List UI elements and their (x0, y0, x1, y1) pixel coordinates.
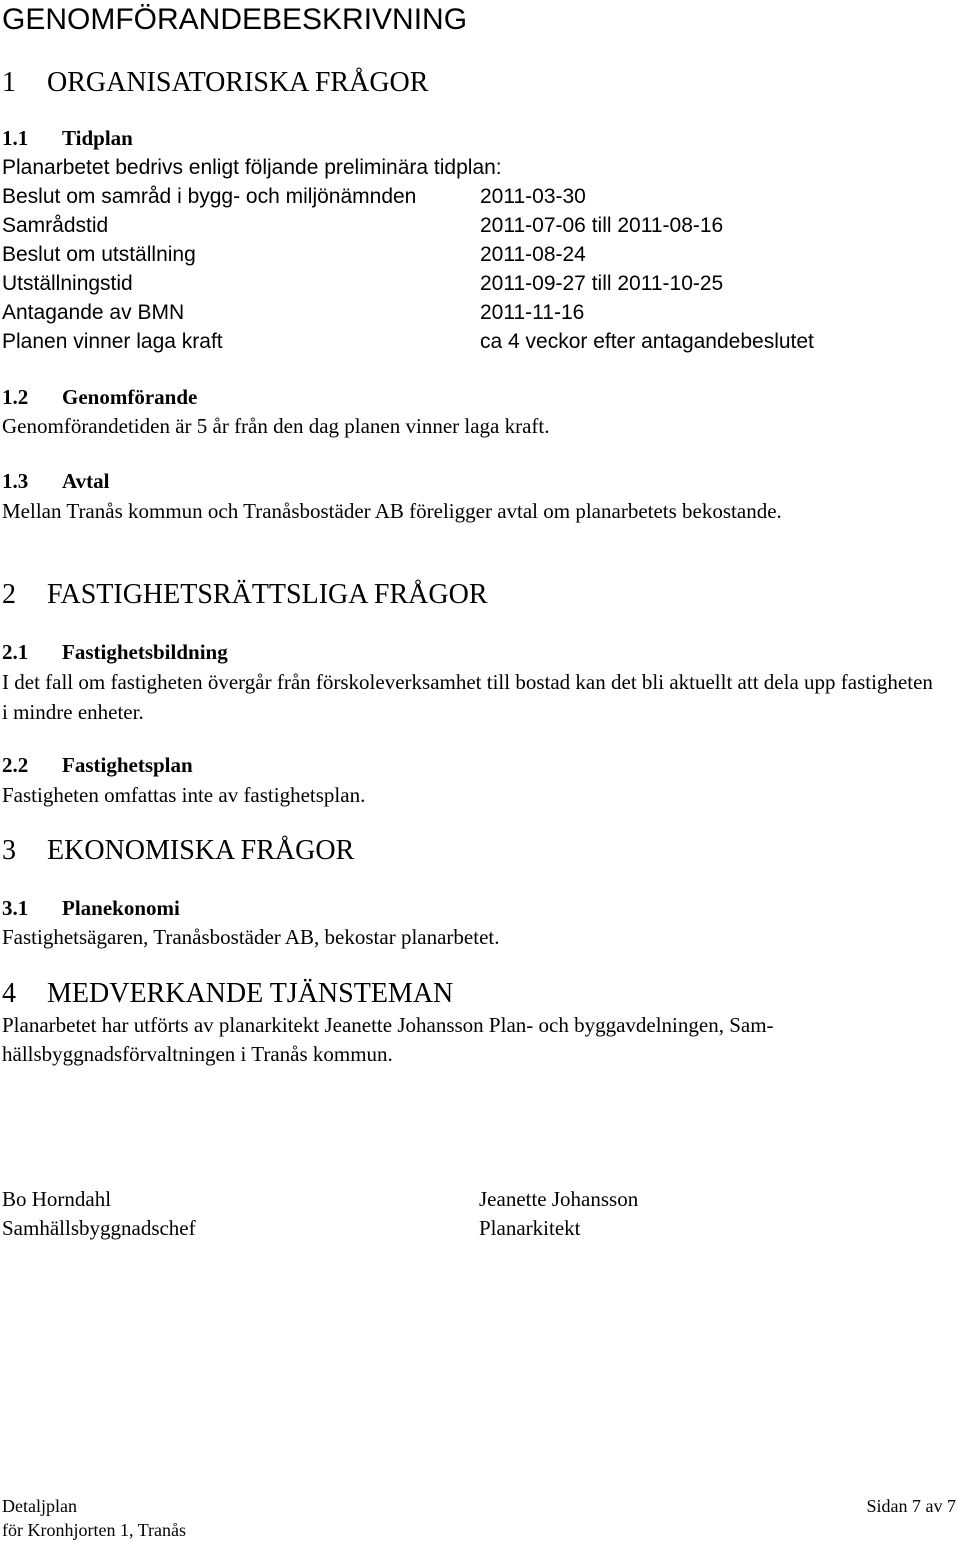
footer-page-number: Sidan 7 av 7 (866, 1496, 956, 1516)
subsection-number: 3.1 (2, 896, 29, 920)
section-4-text-line-1: Planarbetet har utförts av planarkitekt Jeanette Johansson Plan- och byggavdelningen, Sam- (2, 1013, 774, 1037)
signature-right-name: Jeanette Johansson (479, 1187, 639, 1211)
section-title: MEDVERKANDE TJÄNSTEMAN (47, 978, 454, 1009)
footer-doc-subject: för Kronhjorten 1, Tranås (2, 1520, 186, 1540)
section-title: EKONOMISKA FRÅGOR (47, 835, 355, 866)
subsection-1-1-heading (2, 124, 133, 152)
subsection-2-1-heading (2, 638, 228, 666)
footer-doc-type: Detaljplan (2, 1496, 77, 1516)
subsection-number: 1.3 (2, 469, 29, 493)
section-4-heading (2, 977, 453, 1011)
document-title: GENOMFÖRANDEBESKRIVNING (2, 3, 468, 36)
section-number: 2 (2, 579, 16, 610)
schedule-value: 2011-07-06 till 2011-08-16 (480, 214, 724, 237)
schedule-label: Beslut om samråd i bygg- och miljönämnden (2, 185, 417, 208)
schedule-value: ca 4 veckor efter antagandebeslutet (480, 330, 814, 353)
section-number: 1 (2, 67, 16, 98)
schedule-value: 2011-09-27 till 2011-10-25 (480, 272, 724, 295)
section-3-heading (2, 834, 354, 868)
subsection-2-1-text: I det fall om fastigheten övergår från förskoleverksamhet till bostad kan det bli aktuellt att dela upp fastigheten i mindre enheter. (2, 670, 933, 724)
schedule-row (2, 240, 586, 269)
subsection-1-2-heading (2, 383, 197, 411)
schedule-label: Planen vinner laga kraft (2, 330, 223, 353)
schedule-intro: Planarbetet bedrivs enligt följande preliminära tidplan: (2, 156, 502, 179)
schedule-row (2, 211, 724, 240)
schedule-row (2, 298, 585, 327)
schedule-row (2, 182, 586, 211)
subsection-title: Fastighetsplan (62, 753, 193, 777)
schedule-label: Beslut om utställning (2, 243, 196, 266)
section-number: 3 (2, 835, 16, 866)
subsection-title: Tidplan (62, 126, 133, 150)
section-1-heading (2, 66, 428, 100)
section-number: 4 (2, 978, 16, 1009)
subsection-2-2-text: Fastigheten omfattas inte av fastighetsplan. (2, 783, 366, 807)
schedule-value: 2011-08-24 (480, 243, 586, 266)
schedule-value: 2011-11-16 (480, 301, 585, 324)
subsection-number: 2.1 (2, 640, 29, 664)
subsection-title: Genomförande (62, 385, 198, 409)
subsection-1-3-text: Mellan Tranås kommun och Tranåsbostäder AB föreligger avtal om planarbetets bekostande. (2, 499, 782, 523)
signature-left-name: Bo Horndahl (2, 1187, 112, 1211)
subsection-number: 1.2 (2, 385, 29, 409)
schedule-value: 2011-03-30 (480, 185, 586, 208)
schedule-row (2, 269, 724, 298)
subsection-title: Planekonomi (62, 896, 180, 920)
section-title: ORGANISATORISKA FRÅGOR (47, 67, 429, 98)
subsection-title: Fastighetsbildning (62, 640, 228, 664)
section-2-heading (2, 578, 488, 612)
subsection-title: Avtal (62, 469, 110, 493)
subsection-number: 1.1 (2, 126, 29, 150)
signature-left-role: Samhällsbyggnadschef (2, 1216, 196, 1240)
subsection-1-2-text: Genomförandetiden är 5 år från den dag planen vinner laga kraft. (2, 414, 550, 438)
schedule-row (2, 327, 814, 356)
schedule-label: Samrådstid (2, 214, 109, 237)
section-4-text-line-2: hällsbyggnadsförvaltningen i Tranås kommun. (2, 1042, 393, 1066)
subsection-number: 2.2 (2, 753, 29, 777)
section-title: FASTIGHETSRÄTTSLIGA FRÅGOR (47, 579, 488, 610)
signature-right-role: Planarkitekt (479, 1216, 581, 1240)
schedule-label: Antagande av BMN (2, 301, 185, 324)
schedule-label: Utställningstid (2, 272, 133, 295)
subsection-3-1-text: Fastighetsägaren, Tranåsbostäder AB, bekostar planarbetet. (2, 925, 500, 949)
subsection-3-1-heading (2, 894, 180, 922)
subsection-1-3-heading (2, 467, 109, 495)
subsection-2-2-heading (2, 751, 193, 779)
